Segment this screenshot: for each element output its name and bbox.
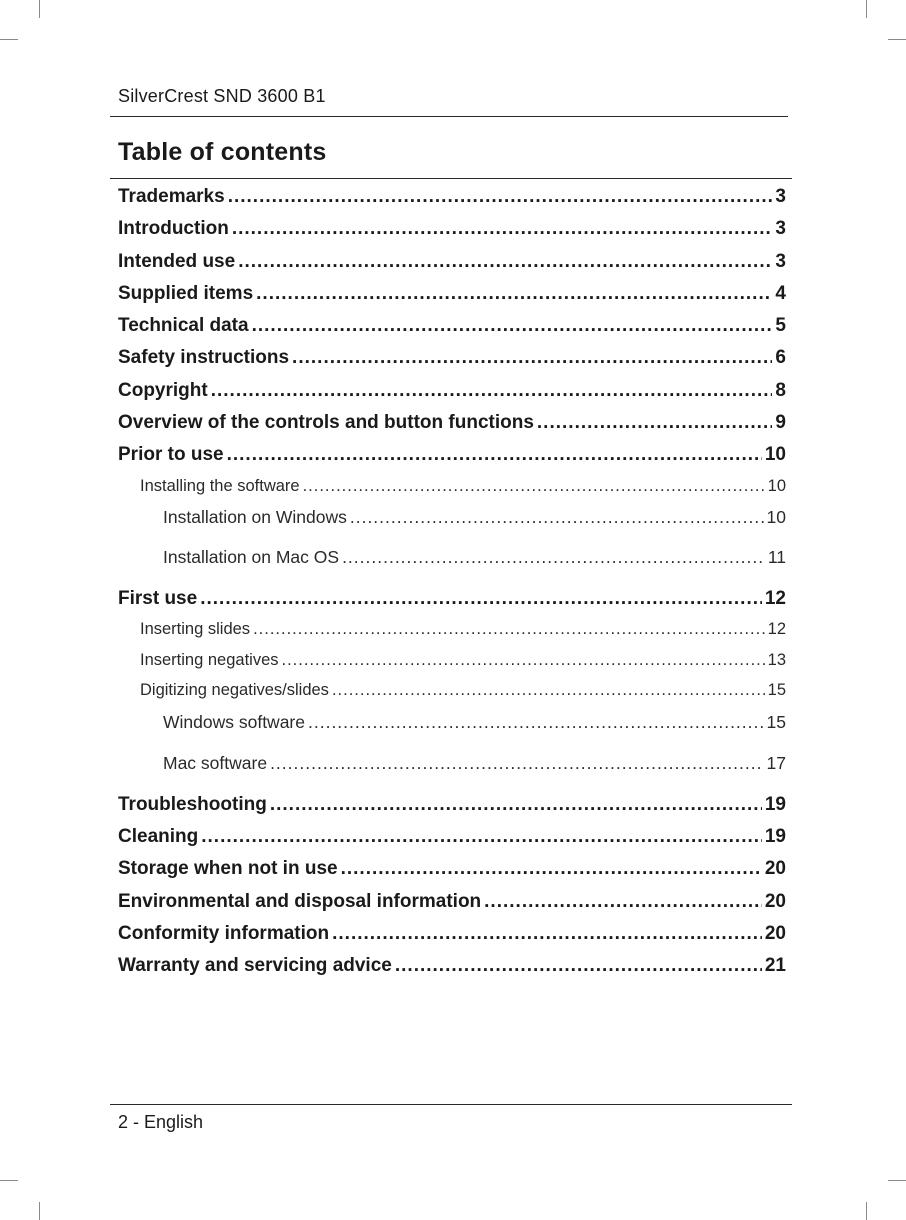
toc-entry[interactable]: [163, 547, 786, 568]
toc-entry[interactable]: [118, 794, 786, 816]
toc-entry[interactable]: [118, 891, 786, 913]
toc-entry-page-number: 17: [766, 753, 786, 773]
toc-entry-label: Technical data: [118, 315, 249, 336]
toc-entry-label: Installing the software: [140, 477, 300, 495]
toc-entry-page-number: 15: [766, 712, 786, 732]
dot-leader: [303, 477, 765, 496]
dot-leader: [201, 826, 762, 848]
toc-entry[interactable]: [118, 412, 786, 434]
dot-leader: [350, 507, 764, 528]
crop-mark: [888, 39, 906, 40]
toc-entry-page-number: 20: [764, 858, 786, 879]
crop-mark: [866, 0, 867, 18]
toc-entry-label: Installation on Windows: [163, 507, 347, 527]
toc-entry-page-number: 3: [775, 251, 786, 272]
toc-entry-label: Environmental and disposal information: [118, 891, 482, 912]
toc-entry-label: Intended use: [118, 251, 236, 272]
toc-entry-page-number: 20: [764, 891, 786, 912]
toc-entry-page-number: 10: [766, 507, 786, 527]
toc-entry-label: Digitizing negatives/slides: [140, 681, 329, 699]
toc-entry-label: Storage when not in use: [118, 858, 338, 879]
dot-leader: [332, 923, 762, 945]
toc-entry[interactable]: [140, 651, 786, 670]
crop-mark: [0, 1180, 18, 1181]
toc-entry[interactable]: [118, 347, 786, 369]
toc-entry[interactable]: [140, 681, 786, 700]
toc-entry-page-number: 10: [764, 444, 786, 465]
toc-entry-page-number: 13: [767, 651, 786, 669]
toc-entry-label: First use: [118, 588, 198, 609]
toc-entry-label: Windows software: [163, 712, 305, 732]
toc-entry-page-number: 3: [775, 218, 786, 239]
toc-entry[interactable]: [118, 588, 786, 610]
toc-entry-label: Prior to use: [118, 444, 224, 465]
toc-entry-page-number: 21: [764, 955, 786, 976]
toc-entry-page-number: 20: [764, 923, 786, 944]
footer-rule: [110, 1104, 792, 1105]
toc-entry-label: Copyright: [118, 380, 208, 401]
dot-leader: [252, 315, 773, 337]
dot-leader: [200, 588, 762, 610]
dot-leader: [484, 891, 762, 913]
dot-leader: [292, 347, 772, 369]
toc-entry[interactable]: [118, 186, 786, 208]
toc-entry-label: Mac software: [163, 753, 268, 773]
toc-entry-page-number: 19: [764, 826, 786, 847]
toc-entry[interactable]: [118, 923, 786, 945]
toc-entry-label: Inserting negatives: [140, 651, 279, 669]
toc-entry-label: Safety instructions: [118, 347, 290, 368]
toc-entry[interactable]: [118, 218, 786, 240]
toc-entry[interactable]: [140, 620, 786, 639]
dot-leader: [238, 251, 772, 273]
toc-entry[interactable]: [163, 507, 786, 528]
toc-entry[interactable]: [118, 858, 786, 880]
toc-entry-page-number: 4: [775, 283, 786, 304]
dot-leader: [308, 712, 764, 733]
toc-entry-label: Cleaning: [118, 826, 199, 847]
page-title: Table of contents: [118, 138, 327, 166]
toc-entry[interactable]: [118, 955, 786, 977]
toc-entry-label: Supplied items: [118, 283, 254, 304]
dot-leader: [395, 955, 762, 977]
toc-entry-label: Inserting slides: [140, 620, 251, 638]
dot-leader: [270, 753, 763, 774]
toc-entry-label: Warranty and servicing advice: [118, 955, 392, 976]
crop-mark: [866, 1202, 867, 1220]
toc-entry-page-number: 11: [767, 547, 786, 567]
toc-entry[interactable]: [118, 380, 786, 402]
toc-entry[interactable]: [118, 315, 786, 337]
toc-entry-label: Introduction: [118, 218, 229, 239]
toc-entry-page-number: 8: [775, 380, 786, 401]
crop-mark: [39, 1202, 40, 1220]
dot-leader: [227, 444, 762, 466]
dot-leader: [282, 651, 765, 670]
toc-entry-page-number: 12: [767, 620, 786, 638]
crop-mark: [0, 39, 18, 40]
toc-entry[interactable]: [163, 712, 786, 733]
toc-entry-page-number: 5: [775, 315, 786, 336]
toc-entry[interactable]: [118, 283, 786, 305]
page-number-footer: 2 - English: [118, 1112, 204, 1132]
dot-leader: [253, 620, 765, 639]
toc-entry[interactable]: [118, 826, 786, 848]
dot-leader: [341, 858, 762, 880]
toc-entry-page-number: 19: [764, 794, 786, 815]
dot-leader: [537, 412, 773, 434]
toc-entry-label: Overview of the controls and button functions: [118, 412, 534, 433]
toc-entry-label: Conformity information: [118, 923, 330, 944]
crop-mark: [39, 0, 40, 18]
toc-entry-page-number: 9: [775, 412, 786, 433]
toc-entry-page-number: 3: [775, 186, 786, 207]
dot-leader: [228, 186, 773, 208]
dot-leader: [232, 218, 773, 240]
toc-entry-page-number: 15: [767, 681, 786, 699]
toc-entry-label: Troubleshooting: [118, 794, 267, 815]
dot-leader: [270, 794, 762, 816]
header-rule: [110, 116, 788, 117]
dot-leader: [256, 283, 772, 305]
toc-entry-page-number: 12: [764, 588, 786, 609]
dot-leader: [332, 681, 765, 700]
crop-mark: [888, 1180, 906, 1181]
dot-leader: [211, 380, 773, 402]
toc-entry-label: Installation on Mac OS: [163, 547, 340, 567]
toc-entry[interactable]: [163, 753, 786, 774]
toc-entry[interactable]: [118, 251, 786, 273]
title-rule: [110, 178, 792, 179]
toc-entry-label: Trademarks: [118, 186, 225, 207]
toc-entry-page-number: 6: [775, 347, 786, 368]
dot-leader: [342, 547, 765, 568]
running-header: SilverCrest SND 3600 B1: [118, 86, 326, 106]
toc-entry-page-number: 10: [767, 477, 786, 495]
toc-entry[interactable]: [118, 444, 786, 466]
toc-entry[interactable]: [140, 477, 786, 496]
